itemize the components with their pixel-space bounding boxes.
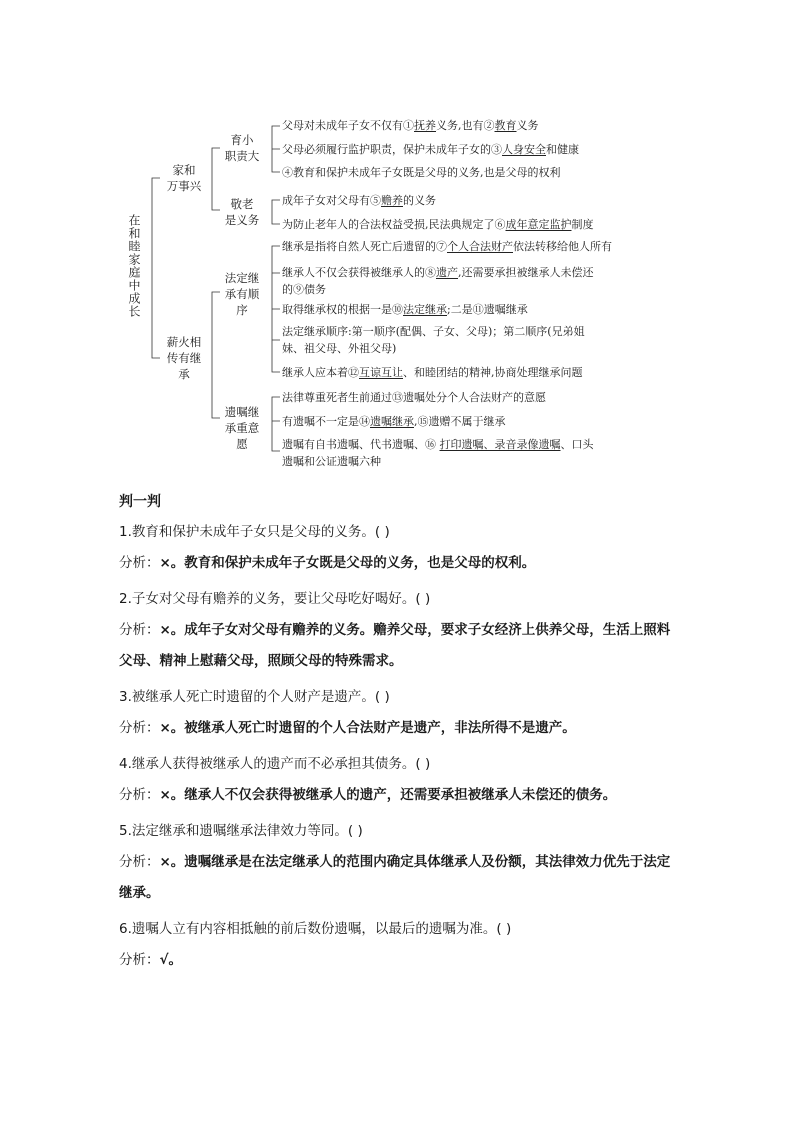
mindmap-item: 继承人应本着⑫互谅互让、和睦团结的精神,协商处理继承问题 bbox=[282, 366, 583, 379]
question-4: 4.继承人获得被继承人的遗产而不必承担其债务。( ) bbox=[119, 756, 431, 772]
mindmap-item: 取得继承权的根据一是⑩法定继承;二是⑪遗嘱继承 bbox=[282, 303, 528, 316]
root-topic: 在和睦家庭中成长 bbox=[127, 214, 141, 318]
mindmap-item-line: 妹、祖父母、外祖父母) bbox=[282, 342, 397, 355]
mindmap-item: 有遗嘱不一定是⑭遗嘱继承,⑮遗赠不属于继承 bbox=[282, 415, 506, 428]
mindmap-item bbox=[282, 323, 585, 357]
answer-3: 分析：×。被继承人死亡时遗留的个人合法财产是遗产，非法所得不是遗产。 bbox=[119, 720, 576, 736]
subtopic-label-line: 愿 bbox=[236, 437, 248, 451]
mindmap-item-line: 的⑨债务 bbox=[282, 283, 326, 296]
branch-family-harmony bbox=[160, 162, 208, 194]
mindmap-item: 成年子女对父母有⑤赡养的义务 bbox=[282, 194, 436, 207]
mindmap-item: 父母必须履行监护职责，保护未成年子女的③人身安全和健康 bbox=[282, 143, 579, 156]
mindmap-item-line: 法定继承顺序:第一顺序(配偶、子女、父母)；第二顺序(兄弟姐 bbox=[282, 325, 585, 338]
subtopic-label-line: 承重意 bbox=[224, 421, 260, 435]
subtopic-label-line: 序 bbox=[236, 303, 248, 317]
mindmap-item: 遗嘱有自书遗嘱、代书遗嘱、⑯ 打印遗嘱、录音录像遗嘱、口头 遗嘱和公证遗嘱六种 bbox=[282, 438, 594, 468]
exercise-title: 判一判 bbox=[119, 494, 161, 510]
subtopic-label-line: 法定继 bbox=[224, 271, 260, 285]
subtopic-respecting-elders bbox=[220, 196, 264, 228]
subtopic-statutory-inheritance bbox=[220, 270, 264, 318]
branch-label-line: 家和 bbox=[172, 163, 196, 177]
branch-label-line: 薪火相 bbox=[166, 335, 202, 349]
mindmap-item: 法律尊重死者生前通过⑬遗嘱处分个人合法财产的意愿 bbox=[282, 391, 546, 404]
subtopic-testamentary-inheritance bbox=[220, 404, 264, 452]
question-2: 2.子女对父母有赡养的义务，要让父母吃好喝好。( ) bbox=[119, 591, 431, 607]
subtopic-label-line: 承有顺 bbox=[224, 287, 260, 301]
question-1: 1.教育和保护未成年子女只是父母的义务。( ) bbox=[119, 524, 390, 540]
subtopic-label-line: 遗嘱继 bbox=[224, 405, 260, 419]
mind-map bbox=[0, 0, 794, 480]
branch-label-line: 万事兴 bbox=[166, 179, 202, 193]
answer-6: 分析：√。 bbox=[119, 952, 183, 968]
mindmap-item: ④教育和保护未成年子女既是父母的义务,也是父母的权利 bbox=[282, 166, 561, 179]
question-3: 3.被继承人死亡时遗留的个人财产是遗产。( ) bbox=[119, 689, 390, 705]
question-5: 5.法定继承和遗嘱继承法律效力等同。( ) bbox=[119, 823, 363, 839]
mindmap-item: 为防止老年人的合法权益受损,民法典规定了⑥成年意定监护制度 bbox=[282, 218, 594, 231]
subtopic-label-line: 职责大 bbox=[224, 149, 260, 163]
judge-exercise bbox=[119, 492, 679, 986]
branch-label-line: 传有继 bbox=[166, 351, 202, 365]
subtopic-raising-children bbox=[220, 132, 264, 164]
subtopic-label-line: 育小 bbox=[230, 133, 254, 147]
branch-inheritance bbox=[160, 334, 208, 382]
subtopic-label-line: 是义务 bbox=[224, 213, 260, 227]
mindmap-item: 继承是指将自然人死亡后遗留的⑦个人合法财产依法转移给他人所有 bbox=[282, 240, 612, 253]
answer-2: 分析：×。成年子女对父母有赡养的义务。赡养父母，要求子女经济上供养父母，生活上照料父母、精神上慰藉父母，照顾父母的特殊需求。 bbox=[119, 622, 671, 669]
answer-5: 分析：×。遗嘱继承是在法定继承人的范围内确定具体继承人及份额，其法律效力优先于法定继承。 bbox=[119, 854, 671, 901]
subtopic-label-line: 敬老 bbox=[230, 197, 254, 211]
answer-4: 分析：×。继承人不仅会获得被继承人的遗产，还需要承担被继承人未偿还的债务。 bbox=[119, 787, 617, 803]
answer-1: 分析：×。教育和保护未成年子女既是父母的义务，也是父母的权利。 bbox=[119, 555, 536, 571]
mindmap-item: 继承人不仅会获得被继承人的⑧遗产,还需要承担被继承人未偿还 的⑨债务 bbox=[282, 266, 594, 296]
question-6: 6.遗嘱人立有内容相抵触的前后数份遗嘱，以最后的遗嘱为准。( ) bbox=[119, 921, 512, 937]
branch-label-line: 承 bbox=[178, 367, 190, 381]
mindmap-item: 父母对未成年子女不仅有①抚养义务,也有②教育义务 bbox=[282, 119, 539, 132]
mindmap-item-line: 遗嘱和公证遗嘱六种 bbox=[282, 455, 381, 468]
